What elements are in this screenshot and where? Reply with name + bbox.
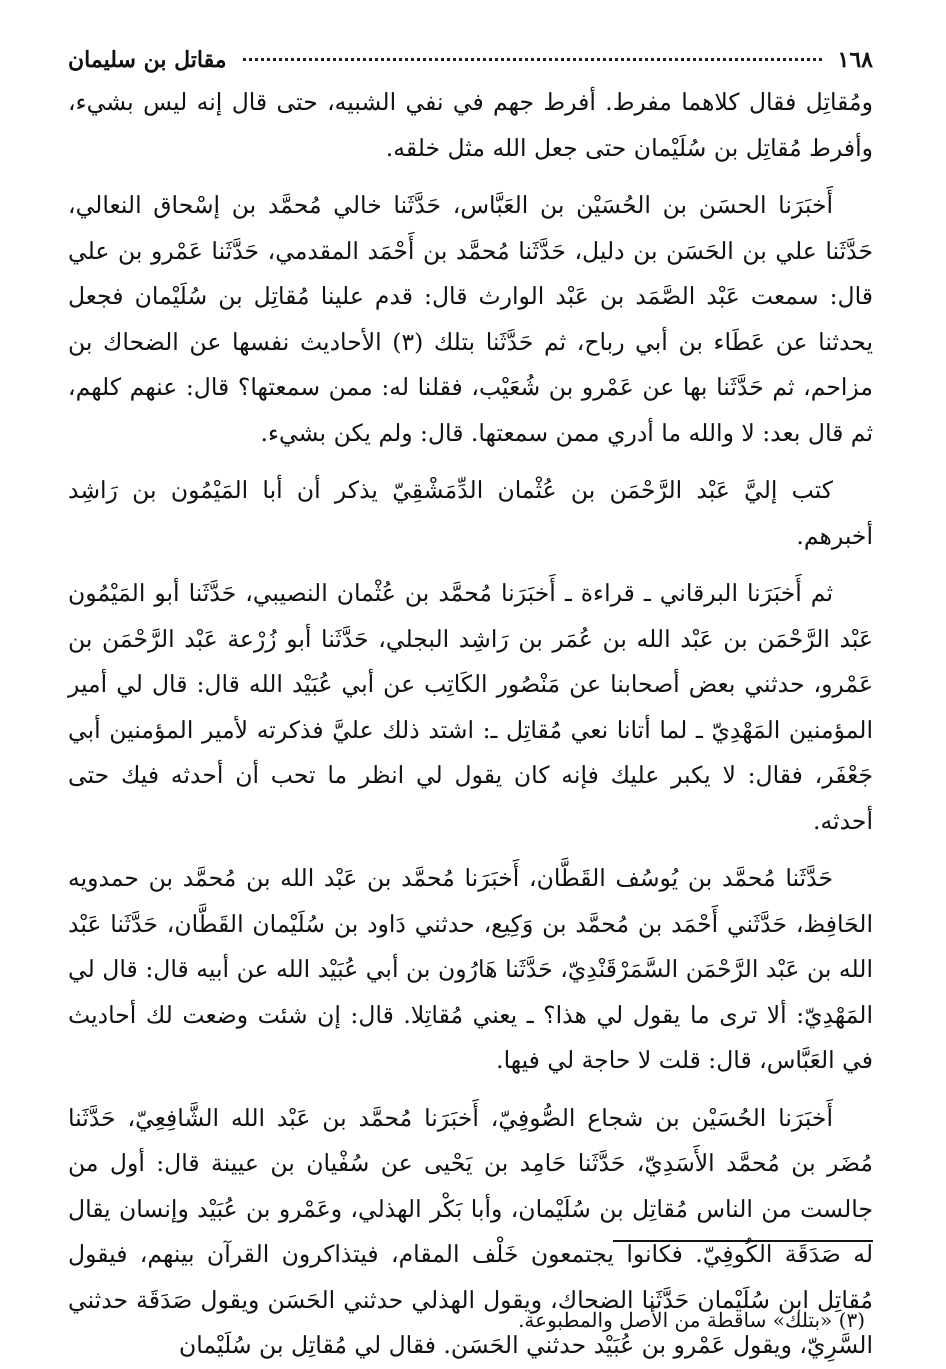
paragraph: ثم أَخبَرَنا البرقاني ـ قراءة ـ أَخبَرَنا مُحمَّد بن عُثْمان النصيبي، حَدَّثَنا أبو المَيْمُون عَبْد الرَّحْمَن بن عَبْد الله بن عُمَر بن رَاشِد البجلي، حَدَّثَنا أبو زُرْعة عَبْد الرَّحْمَن بن عَمْرو، حدثني بعض أصحابنا عن مَنْصُور الكَاتِب عن أبي عُبَيْد الله قال: قال لي أمير المؤمنين المَهْدِيّ ـ لما أتانا نعي مُقاتِل ـ: اشتد ذلك عليَّ فذكرته لأمير المؤمنين أبي جَعْفَر، فقال: لا يكبر عليك فإنه كان يقول لي انظر ما تحب أن أحدثه فيك حتى أحدثه. [68,579,873,835]
document-page [68,40,873,1359]
paragraph: كتب إليَّ عَبْد الرَّحْمَن بن عُثْمان الدِّمَشْقِيّ يذكر أن أبا المَيْمُون بن رَاشِد أخبرهم. [68,476,873,550]
header-dotted-leader [243,38,822,61]
paragraph: أَخبَرَنا الحسَن بن الحُسَيْن بن العَبَّاس، حَدَّثَنا خالي مُحمَّد بن إسْحاق النعالي، حَدَّثَنا علي بن الحَسَن بن دليل، حَدَّثَنا مُحمَّد بن أَحْمَد المقدمي، حَدَّثَنا عَمْرو بن علي قال: سمعت عَبْد الصَّمَد بن عَبْد الوارث قال: قدم علينا مُقاتِل بن سُلَيْمان فجعل يحدثنا عن عَطَاء بن أبي رباح، ثم حَدَّثَنا بتلك (٣) الأحاديث نفسها عن الضحاك بن مزاحم، ثم حَدَّثَنا بها عن عَمْرو بن شُعَيْب، فقلنا له: ممن سمعتها؟ قال: عنهم كلهم، ثم قال بعد: لا والله ما أدري ممن سمعتها. قال: ولم يكن بشيء. [68,191,873,447]
page-number: ١٦٨ [837,47,873,73]
paragraph: حَدَّثَنا مُحمَّد بن يُوسُف القَطَّان، أَخبَرَنا مُحمَّد بن عَبْد الله بن مُحمَّد بن حمدويه الحَافِظ، حَدَّثَني أَحْمَد بن مُحمَّد بن وَكِيع، حدثني دَاود بن سُلَيْمان القَطَّان، حَدَّثَنا عَبْد الله بن عَبْد الرَّحْمَن السَّمَرْقَنْدِيّ، حَدَّثَنا هَارُون بن أبي عُبَيْد الله عن أبيه قال: قال لي المَهْدِيّ: ألا ترى ما يقول لي هذا؟ ـ يعني مُقاتِلا. قال: إن شئت وضعت لك أحاديث في العَبَّاس، قال: قلت لا حاجة لي فيها. [68,864,873,1074]
footnote-separator [613,1240,873,1242]
footnote: (٣) «بتلك» ساقطة من الأصل والمطبوعة. [518,1308,865,1332]
paragraph: ومُقاتِل فقال كلاهما مفرط. أفرط جهم في نفي الشبيه، حتى قال إنه ليس بشيء، وأفرط مُقاتِل بن سُلَيْمان حتى جعل الله مثل خلقه. [68,88,873,162]
running-title: مقاتل بن سليمان [68,47,227,73]
paragraph: أَخبَرَنا الحُسَيْن بن شجاع الصُّوفِيّ، أَخبَرَنا مُحمَّد بن عَبْد الله الشَّافِعِيّ، حَدَّثَنا مُضَر بن مُحمَّد الأَسَدِيّ، حَدَّثَنا حَامِد بن يَحْيى عن سُفْيان بن عيينة قال: أول من جالست من الناس مُقاتِل بن سُلَيْمان، وأبا بَكْر الهذلي، وعَمْرو بن عُبَيْد وإنسان يقال له صَدَقَة الكُوفِيّ. فكانوا يجتمعون خَلْف المقام، فيتذاكرون القرآن بينهم، فيقول مُقاتِل ابن سُلَيْمان حَدَّثَنا الضحاك، ويقول الهذلي حدثني الحَسَن ويقول صَدَقَة حدثني السَّرِيّ، ويقول عَمْرو بن عُبَيْد حدثني الحَسَن. فقال لي مُقاتِل بن سُلَيْمان [68,1103,873,1359]
main-text [68,80,873,1369]
page-header [68,40,873,80]
